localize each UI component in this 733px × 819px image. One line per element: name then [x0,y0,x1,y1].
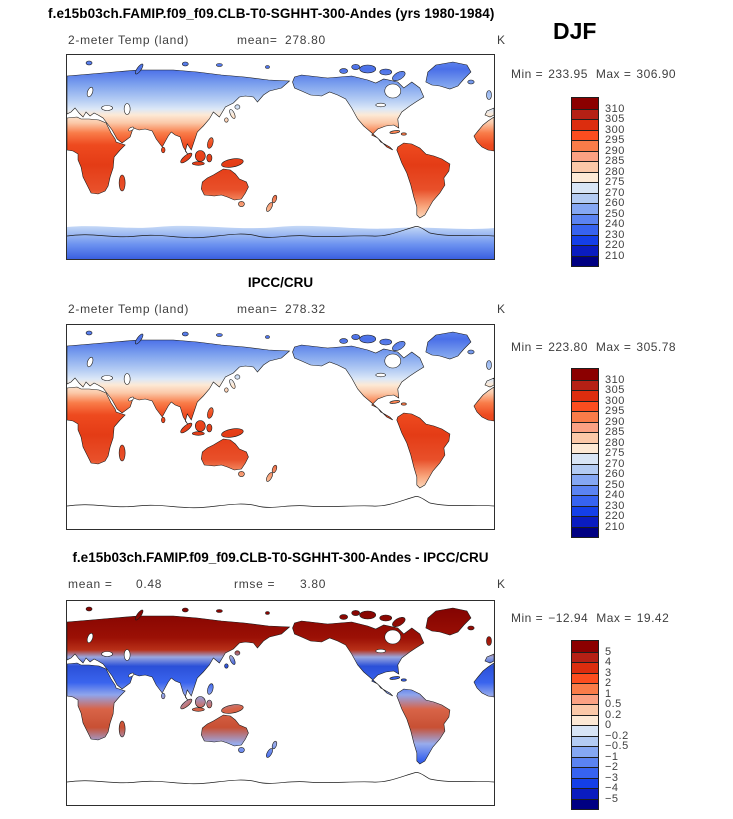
model-stats-row [0,33,733,49]
colorbar-tick-label: 285 [605,426,625,438]
colorbar-tick-label: 270 [605,186,625,199]
colorbar-tick-label: −0.5 [605,740,629,752]
colorbar-tick-label: 310 [605,373,625,386]
colorbar-tick-label: 270 [605,457,625,470]
colorbar-tick-label: 5 [605,645,612,658]
colorbar-cell [572,130,598,141]
colorbar-cell [572,256,598,267]
colorbar-cell [572,527,598,538]
max-label: Max = [596,611,632,625]
colorbar-tick-label: −2 [605,761,619,773]
colorbar-cell [572,182,598,193]
units-label: K [497,302,506,316]
colorbar-cell [572,432,598,443]
colorbar-cell [572,704,598,715]
diff-title: f.e15b03ch.FAMIP.f09_f09.CLB-T0-SGHHT-300-Andes - IPCC/CRU [72,550,489,565]
colorbar-cell [572,224,598,235]
variable-label: 2-meter Temp (land) [68,33,190,47]
colorbar-tick-label: 210 [605,249,625,262]
colorbar-cell [572,485,598,496]
obs-title: IPCC/CRU [247,275,314,290]
rmse-label: rmse = [234,577,276,591]
colorbar-tick-label: −0.2 [605,729,629,742]
colorbar-tick-label: 3 [605,666,612,679]
colorbar-tick-label: 250 [605,478,625,491]
min-value: 233.95 [548,67,588,81]
colorbar-cell [572,694,598,705]
diff-map [66,600,495,806]
max-label: Max = [595,340,632,354]
colorbar-cell [572,109,598,120]
units-label: K [497,33,506,47]
max-value: 19.42 [636,611,670,625]
obs-map [66,324,495,530]
mean-label: mean = [68,577,113,591]
colorbar-tick-label: 0.2 [605,708,622,721]
colorbar-tick-label: 230 [605,499,625,512]
obs-colorbar [571,368,599,538]
colorbar-tick-label: 260 [605,468,625,480]
colorbar-tick-label: 1 [605,687,612,700]
diff-stats-row [0,577,733,593]
colorbar-cell [572,380,598,391]
colorbar-tick-label: 275 [605,447,625,459]
colorbar-tick-label: 210 [605,520,625,533]
diff-minmax [511,611,677,625]
colorbar-cell [572,641,598,652]
model-map [66,54,495,260]
colorbar-cell [572,464,598,475]
colorbar-cell [572,683,598,694]
max-label: Max = [595,67,632,81]
min-label: Min = [511,67,544,81]
colorbar-cell [572,390,598,401]
colorbar-cell [572,652,598,663]
mean-label: mean= [237,302,278,316]
colorbar-cell [572,736,598,747]
colorbar-cell [572,401,598,412]
mean-value: 278.32 [285,302,326,316]
season-label: DJF [553,18,597,44]
variable-label: 2-meter Temp (land) [68,302,190,316]
mean-value: 0.48 [136,577,163,591]
colorbar-tick-label: 240 [605,218,625,230]
colorbar-tick-label: 300 [605,394,625,407]
colorbar-cell [572,193,598,204]
colorbar-cell [572,767,598,778]
colorbar-cell [572,172,598,183]
colorbar-cell [572,474,598,485]
colorbar-tick-label: 290 [605,144,625,157]
colorbar-cell [572,757,598,768]
colorbar-tick-label: −1 [605,750,619,763]
colorbar-cell [572,203,598,214]
diff-colorbar-labels [605,640,650,808]
colorbar-tick-label: 280 [605,165,625,178]
figure-title: f.e15b03ch.FAMIP.f09_f09.CLB-T0-SGHHT-300-Andes (yrs 1980-1984) [48,6,495,21]
mean-value: 278.80 [285,33,326,47]
obs-stats-row [0,302,733,318]
colorbar-cell [572,369,598,380]
colorbar-cell [572,453,598,464]
min-value: −12.94 [548,611,589,625]
colorbar-tick-label: 0.5 [605,698,622,710]
obs-minmax [511,340,684,354]
colorbar-cell [572,506,598,517]
obs-map-svg [67,325,494,529]
colorbar-cell [572,214,598,225]
model-colorbar [571,97,599,267]
colorbar-tick-label: 305 [605,384,625,396]
colorbar-tick-label: 285 [605,155,625,167]
model-minmax [511,67,684,81]
colorbar-cell [572,151,598,162]
colorbar-tick-label: 4 [605,656,612,668]
rmse-value: 3.80 [300,577,327,591]
colorbar-tick-label: 240 [605,489,625,501]
colorbar-tick-label: 300 [605,123,625,136]
colorbar-tick-label: −3 [605,771,619,784]
colorbar-tick-label: 305 [605,113,625,125]
min-label: Min = [511,611,544,625]
min-label: Min = [511,340,544,354]
colorbar-cell [572,161,598,172]
obs-colorbar-labels [605,368,650,536]
colorbar-cell [572,411,598,422]
colorbar-cell [572,422,598,433]
colorbar-cell [572,799,598,810]
min-value: 223.80 [548,340,588,354]
colorbar-tick-label: 220 [605,510,625,522]
colorbar-cell [572,715,598,726]
colorbar-cell [572,788,598,799]
model-map-svg [67,55,494,259]
colorbar-tick-label: 295 [605,405,625,417]
colorbar-tick-label: 260 [605,197,625,209]
units-label: K [497,577,506,591]
colorbar-cell [572,725,598,736]
colorbar-tick-label: 275 [605,176,625,188]
colorbar-cell [572,235,598,246]
colorbar-cell [572,673,598,684]
colorbar-cell [572,495,598,506]
colorbar-tick-label: 2 [605,677,612,689]
colorbar-tick-label: −4 [605,782,619,794]
colorbar-cell [572,119,598,130]
colorbar-tick-label: 230 [605,228,625,241]
colorbar-cell [572,516,598,527]
model-colorbar-labels [605,97,650,265]
max-value: 306.90 [636,67,677,81]
colorbar-cell [572,778,598,789]
colorbar-cell [572,443,598,454]
colorbar-tick-label: −5 [605,792,619,805]
colorbar-cell [572,245,598,256]
colorbar-tick-label: 280 [605,436,625,449]
colorbar-cell [572,662,598,673]
mean-label: mean= [237,33,278,47]
colorbar-tick-label: 290 [605,415,625,428]
colorbar-cell [572,746,598,757]
colorbar-cell [572,140,598,151]
colorbar-cell [572,98,598,109]
colorbar-tick-label: 0 [605,719,612,731]
colorbar-tick-label: 310 [605,102,625,115]
max-value: 305.78 [636,340,677,354]
colorbar-tick-label: 295 [605,134,625,146]
diff-colorbar [571,640,599,810]
colorbar-tick-label: 250 [605,207,625,220]
diff-map-svg [67,601,494,805]
colorbar-tick-label: 220 [605,239,625,251]
